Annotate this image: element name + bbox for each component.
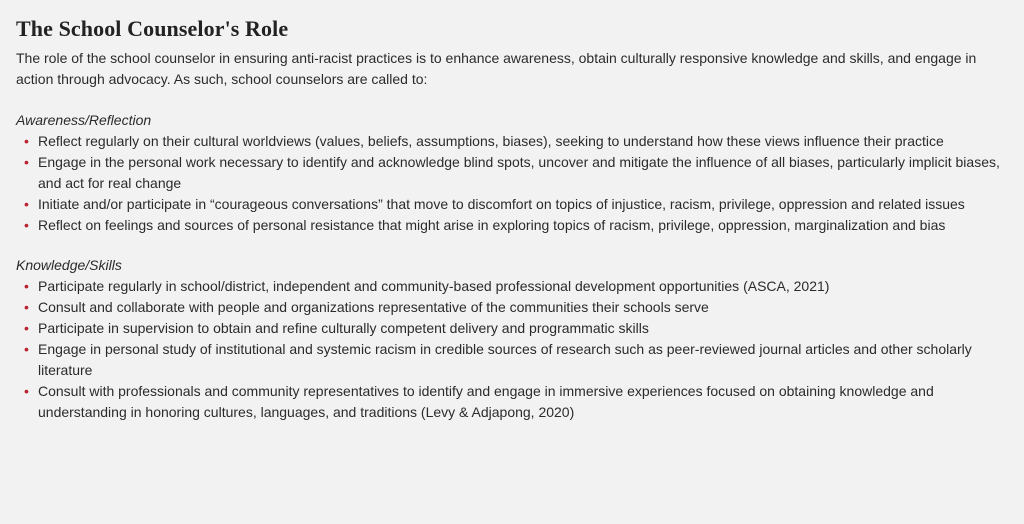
list-item <box>16 339 1008 381</box>
bullet-icon: • <box>24 278 29 294</box>
section-heading: Awareness/Reflection <box>16 112 152 128</box>
list-item-text: Participate regularly in school/district, independent and community-based professional development opportunities (ASCA, 2021) <box>38 278 830 294</box>
list-item-text: Engage in personal study of institutional and systemic racism in credible sources of research such as peer-reviewed journal articles and other scholarly literature <box>38 341 972 378</box>
bullet-icon: • <box>24 320 29 336</box>
list-item <box>16 297 1008 318</box>
bullet-icon: • <box>24 341 29 357</box>
list-item <box>16 152 1008 194</box>
list-item-text: Engage in the personal work necessary to identify and acknowledge blind spots, uncover and mitigate the influence of all biases, particularly implicit biases, and act for real change <box>38 154 1000 191</box>
section-heading: Knowledge/Skills <box>16 257 122 273</box>
list-item-text: Consult with professionals and community representatives to identify and engage in immersive experiences focused on obtaining knowledge and understanding in honoring cultures, languages, and traditions (Levy & Adjapong, 2020) <box>38 383 934 420</box>
section-awareness-reflection <box>16 110 1008 236</box>
list-item <box>16 215 1008 236</box>
bullet-list <box>16 131 1008 236</box>
bullet-icon: • <box>24 217 29 233</box>
list-item <box>16 318 1008 339</box>
list-item <box>16 131 1008 152</box>
list-item-text: Initiate and/or participate in “courageous conversations” that move to discomfort on topics of injustice, racism, privilege, oppression and related issues <box>38 196 965 212</box>
page-title: The School Counselor's Role <box>16 16 289 41</box>
bullet-list <box>16 276 1008 423</box>
list-item-text: Reflect regularly on their cultural worldviews (values, beliefs, assumptions, biases), seeking to understand how these views influence their practice <box>38 133 944 149</box>
list-item-text: Reflect on feelings and sources of personal resistance that might arise in exploring topics of racism, privilege, oppression, marginalization and bias <box>38 217 946 233</box>
list-item-text: Participate in supervision to obtain and refine culturally competent delivery and programmatic skills <box>38 320 649 336</box>
bullet-icon: • <box>24 299 29 315</box>
bullet-icon: • <box>24 154 29 170</box>
intro-paragraph: The role of the school counselor in ensuring anti-racist practices is to enhance awareness, obtain culturally responsive knowledge and skills, and engage in action through advocacy. As such, school counselors are called to: <box>16 50 977 87</box>
list-item <box>16 381 1008 423</box>
bullet-icon: • <box>24 383 29 399</box>
section-knowledge-skills <box>16 255 1008 423</box>
list-item <box>16 194 1008 215</box>
list-item-text: Consult and collaborate with people and organizations representative of the communities their schools serve <box>38 299 709 315</box>
bullet-icon: • <box>24 133 29 149</box>
list-item <box>16 276 1008 297</box>
bullet-icon: • <box>24 196 29 212</box>
